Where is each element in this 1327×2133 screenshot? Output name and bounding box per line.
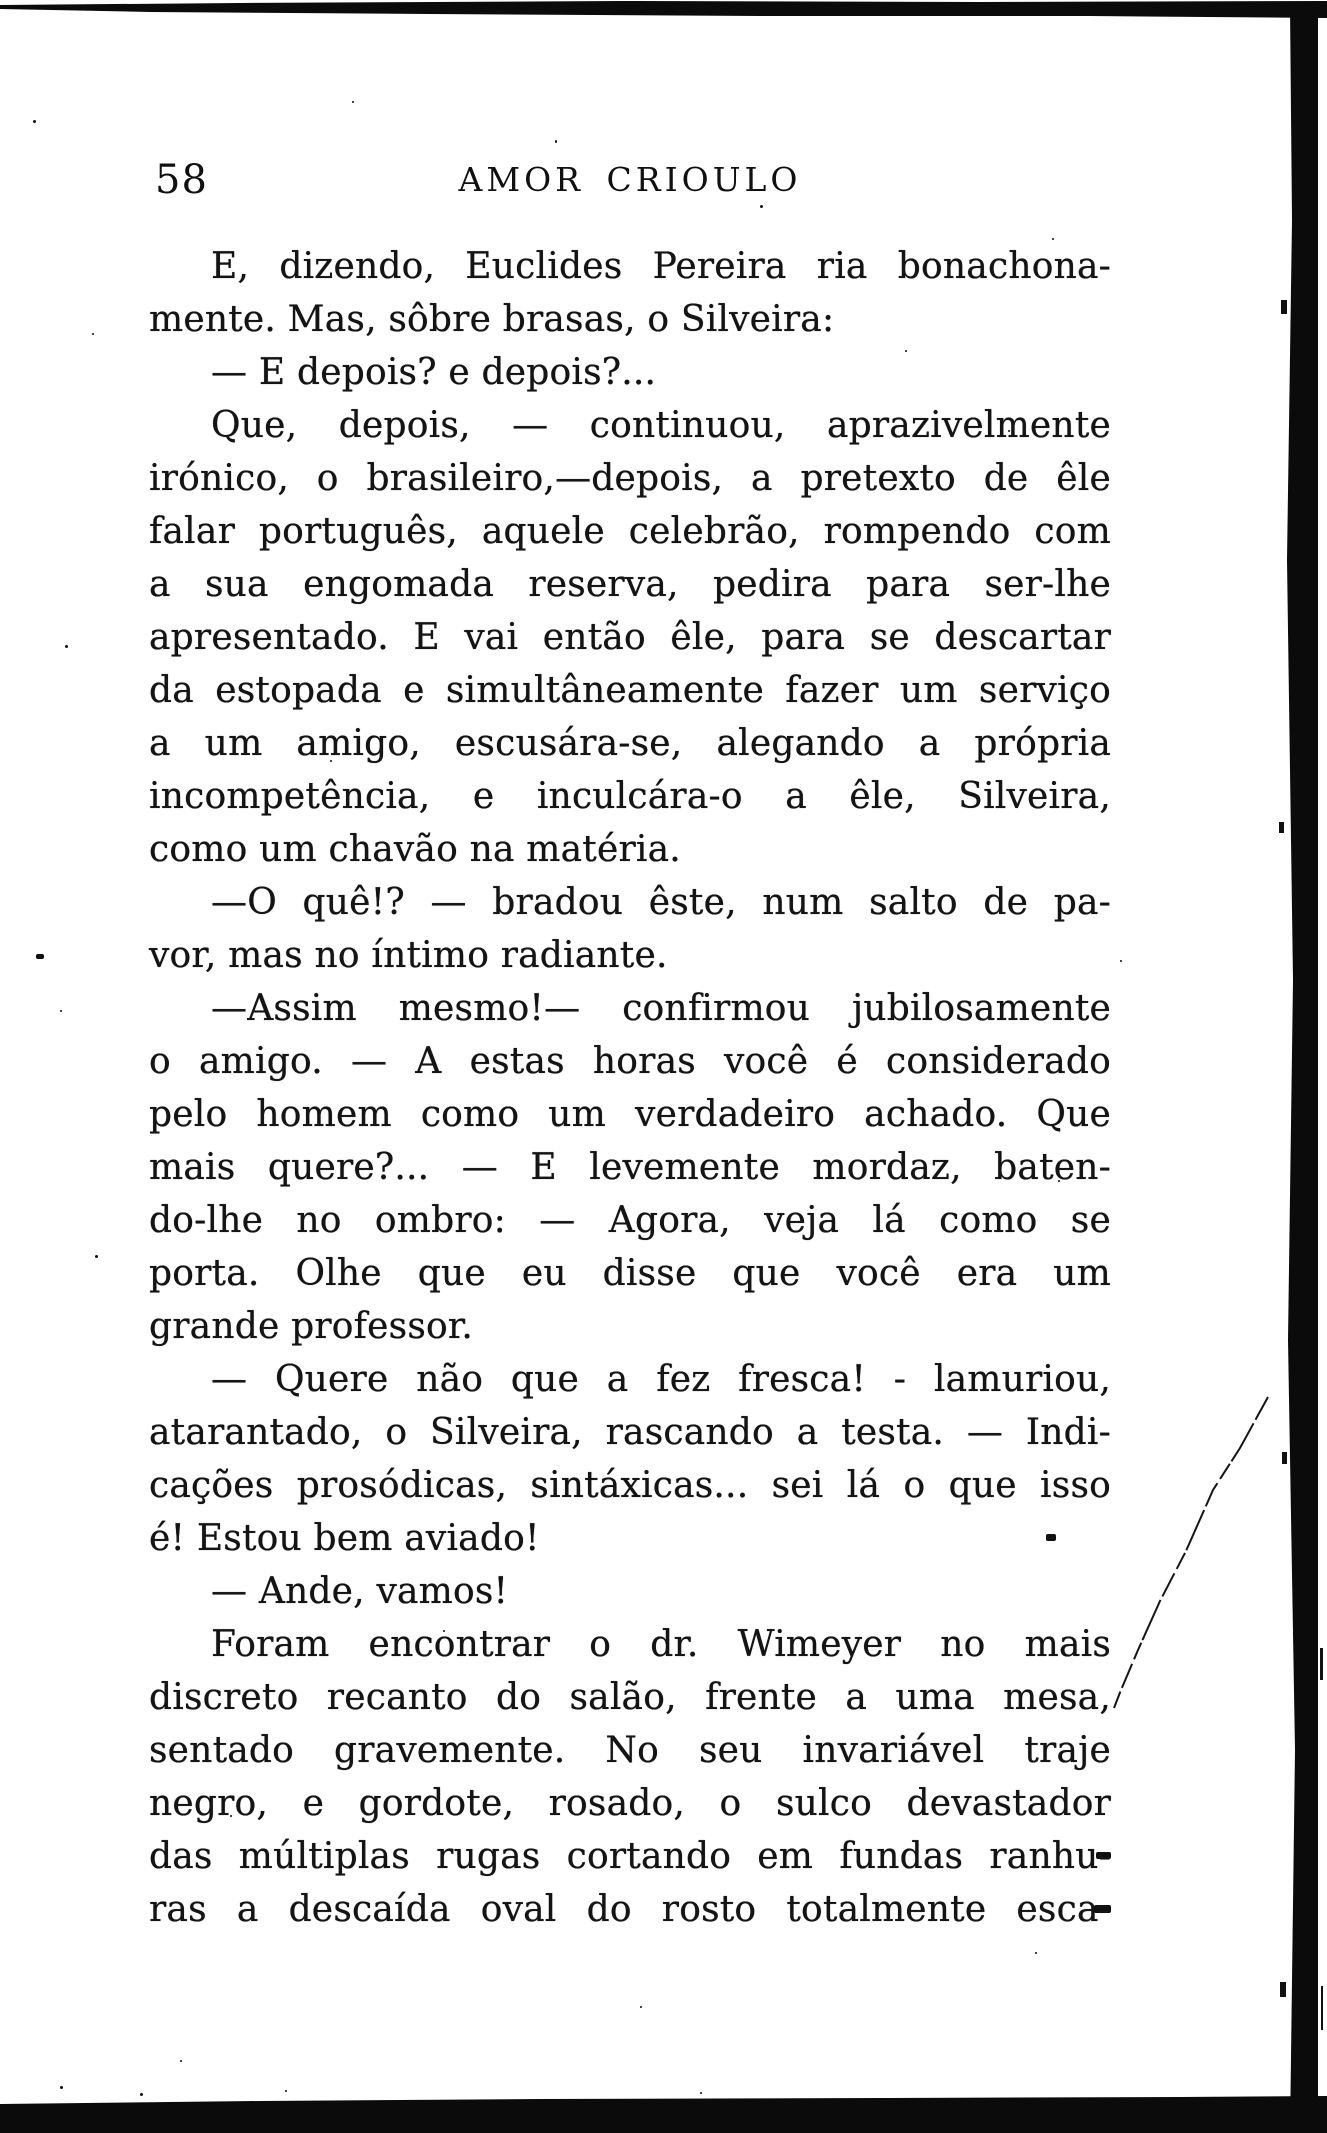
text-line: porta. Olhe que eu disse que você era um	[149, 1253, 1111, 1294]
text-line: sentado gravemente. No seu invariável traje	[149, 1730, 1111, 1771]
text-line: — Quere não que a fez fresca! - lamuriou,	[211, 1359, 1111, 1400]
text-line: irónico, o brasileiro,—depois, a pretexto de êle	[149, 458, 1111, 499]
right-binding-bar	[1287, 4, 1318, 2133]
text-line: — E depois? e depois?...	[211, 352, 657, 393]
text-line: cações prosódicas, sintáxicas... sei lá o que isso	[149, 1465, 1111, 1506]
right-thin-line	[1321, 1986, 1323, 2030]
text-line: mente. Mas, sôbre brasas, o Silveira:	[149, 299, 835, 340]
ink-speck	[140, 2093, 143, 2096]
text-line: falar português, aquele celebrão, rompendo com	[149, 511, 1111, 552]
text-line: apresentado. E vai então êle, para se descartar	[149, 617, 1111, 658]
right-bar-speck	[1279, 822, 1284, 833]
ink-speck	[640, 2006, 642, 2008]
bottom-edge-artifact	[0, 2096, 1327, 2133]
top-edge-artifact	[0, 1, 1327, 18]
text-line: ras a descaída oval do rosto totalmente esca-	[149, 1889, 1111, 1930]
ink-speck	[180, 2060, 182, 2062]
text-line: pelo homem como um verdadeiro achado. Que	[149, 1094, 1111, 1135]
ink-speck	[60, 1010, 62, 1012]
right-thin-line	[1320, 1648, 1323, 1680]
text-line: — Ande, vamos!	[211, 1571, 509, 1612]
text-line: é! Estou bem aviado!	[149, 1518, 540, 1559]
crease-line	[1114, 1397, 1268, 1708]
text-line: das múltiplas rugas cortando em fundas ranhu-	[149, 1836, 1111, 1877]
text-line: E, dizendo, Euclides Pereira ria bonachona-	[211, 246, 1111, 287]
text-line: do-lhe no ombro: — Agora, veja lá como se	[149, 1200, 1111, 1241]
ink-speck	[60, 2086, 63, 2089]
ink-speck	[33, 120, 36, 123]
ink-speck	[352, 101, 354, 103]
paragraph	[149, 876, 1111, 982]
paragraph	[149, 346, 1111, 399]
text-line: como um chavão na matéria.	[149, 829, 681, 870]
page-body	[149, 240, 1111, 1936]
right-bar-speck	[1282, 1452, 1287, 1464]
ink-mark	[36, 954, 44, 959]
ink-speck	[1120, 960, 1122, 962]
text-line: da estopada e simultâneamente fazer um serviço	[149, 670, 1111, 711]
right-bar-speck	[1281, 300, 1287, 314]
text-line: atarantado, o Silveira, rascando a testa. — Indi-	[149, 1412, 1111, 1453]
text-line: —O quê!? — bradou êste, num salto de pa-	[211, 882, 1111, 923]
text-line: discreto recanto do salão, frente a uma mesa,	[149, 1677, 1111, 1718]
text-line: a um amigo, escusára-se, alegando a própria	[149, 723, 1111, 764]
ink-speck	[1035, 1952, 1037, 1954]
right-bar-speck	[1280, 1982, 1286, 1997]
paragraph	[149, 982, 1111, 1353]
text-line: a sua engomada reserva, pedira para ser-lhe	[149, 564, 1111, 605]
ink-speck	[700, 2092, 702, 2094]
text-line: incompetência, e inculcára-o a êle, Silveira,	[149, 776, 1111, 817]
page-number: 58	[155, 157, 208, 203]
text-line: grande professor.	[149, 1306, 473, 1347]
ink-speck	[555, 140, 557, 143]
text-line: —Assim mesmo!— confirmou jubilosamente	[211, 988, 1111, 1029]
paragraph	[149, 1353, 1111, 1565]
page-header	[149, 150, 1111, 212]
ink-speck	[285, 2090, 287, 2092]
paragraph	[149, 399, 1111, 876]
text-line: o amigo. — A estas horas você é considerado	[149, 1041, 1111, 1082]
paragraph	[149, 1618, 1111, 1936]
text-line: mais quere?... — E levemente mordaz, baten-	[149, 1147, 1111, 1188]
text-line: vor, mas no íntimo radiante.	[149, 935, 668, 976]
running-title: AMOR CRIOULO	[458, 160, 802, 199]
text-line: negro, e gordote, rosado, o sulco devastador	[149, 1783, 1111, 1824]
ink-speck	[65, 645, 68, 648]
paragraph	[149, 240, 1111, 346]
text-line: Que, depois, — continuou, aprazivelmente	[211, 405, 1111, 446]
ink-speck	[95, 1255, 98, 1258]
ink-speck	[92, 333, 94, 335]
paragraph	[149, 1565, 1111, 1618]
text-line: Foram encontrar o dr. Wimeyer no mais	[211, 1624, 1111, 1665]
